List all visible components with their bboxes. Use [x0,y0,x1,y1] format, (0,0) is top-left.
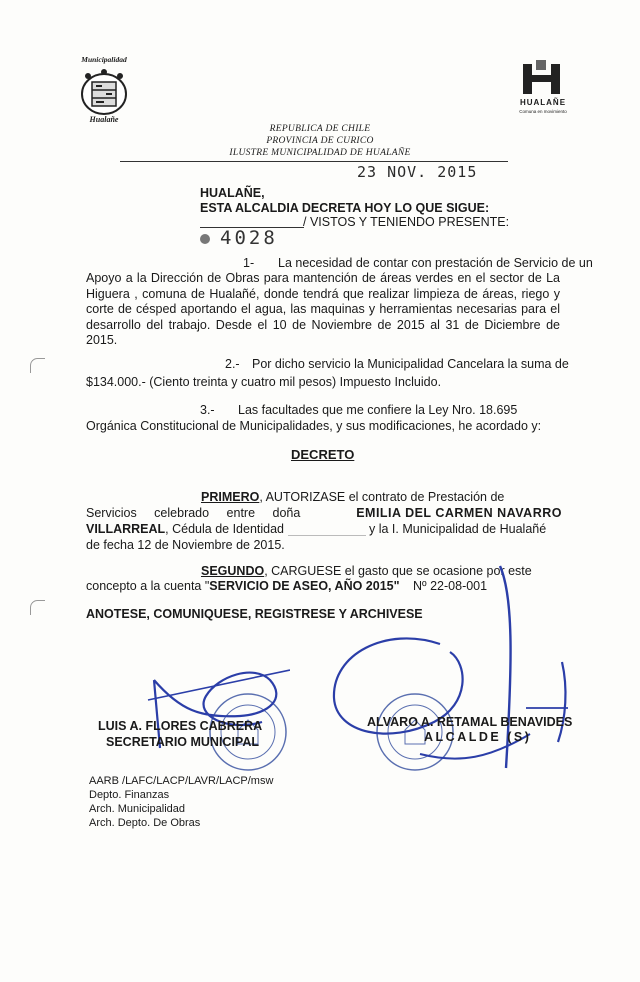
primero-name2: VILLARREAL [86,522,166,536]
intro-vistos: / VISTOS Y TENIENDO PRESENTE: [303,215,510,229]
anotese-line: ANOTESE, COMUNIQUESE, REGISTRESE Y ARCHIVESE [86,607,423,621]
intro-decree-line: ESTA ALCALDIA DECRETA HOY LO QUE SIGUE: [200,201,490,215]
redacted-id [288,523,366,536]
point2-body: $134.000.- (Ciento treinta y cuatro mil pesos) Impuesto Incluido. [86,375,442,389]
punch-hole-mark [30,600,45,615]
crest-top-label: Municipalidad [81,55,127,64]
mayor-signature-icon [300,558,580,788]
point1-number: 1- [243,256,255,270]
footer-dist-archivo: Arch. Municipalidad [89,803,185,815]
point1-body: Apoyo a la Dirección de Obras para mantención de áreas verdes en el sector de La Higuera , comuna de Hualañé, donde tendrá que realizar limpieza de áreas, riego y corte de césped aportando el agua, las maquinas y herramientas necesarias para el desarrollo del trabajo. Desde el 10 de Noviembre de 2015 al 31 de Diciembre de 2015. [86,271,560,347]
crest-bottom-label: Hualañe [89,115,119,124]
segundo-text1: , CARGUESE el gasto que se ocasione por este [264,564,532,578]
primero-line1 [201,490,504,506]
point2-first-line: Por dicho servicio la Municipalidad Cancelara la suma de [252,357,569,371]
segundo-text2a: concepto a la cuenta " [86,579,210,593]
segundo-text2b: " [393,579,400,593]
primero-text1: , AUTORIZASE el contrato de Prestación de [259,490,505,504]
primero-text4: y la I. Municipalidad de Hualañé [368,522,547,536]
point3-first-line: Las facultades que me confiere la Ley Nro. 18.695 [238,403,518,417]
primero-line4: de fecha 12 de Noviembre de 2015. [86,538,285,552]
punch-hole-mark [30,358,45,373]
primero-label: PRIMERO [201,490,260,504]
mayor-name: ALVARO A. RETAMAL BENAVIDES [367,715,573,729]
secretary-name: LUIS A. FLORES CABRERA [98,719,263,733]
number-stamp-icon [200,234,210,244]
date-stamp: 23 NOV. 2015 [357,163,478,181]
segundo-account: SERVICIO DE ASEO, AÑO 2015 [209,579,394,593]
primero-line3 [86,522,546,538]
footer-initials: AARB /LAFC/LACP/LAVR/LACP/msw [89,775,274,787]
header-municipality: ILUSTRE MUNICIPALIDAD DE HUALAÑE [229,148,411,158]
primero-line2 [86,506,562,522]
logo-name: HUALAÑE [519,98,567,107]
footer-dist-obras: Arch. Depto. De Obras [89,817,201,829]
point1-first-line: La necesidad de contar con prestación de Servicio de un [278,256,593,270]
decreto-title: DECRETO [291,447,355,462]
segundo-acct-num: Nº 22-08-001 [413,579,488,593]
secretary-title: SECRETARIO MUNICIPAL [106,735,260,749]
primero-text3: , Cédula de Identidad [165,522,285,536]
header-republic: REPUBLICA DE CHILE [269,124,371,134]
header-rule [120,161,508,162]
mayor-title: ALCALDE (S) [424,730,532,744]
decree-number: 4028 [220,227,278,249]
point3-body: Orgánica Constitucional de Municipalidades, y sus modificaciones, he acordado y: [86,419,542,433]
logo-tagline: Comuna en movimiento [519,109,567,114]
intro-place: HUALAÑE, [200,186,265,200]
header-province: PROVINCIA DE CURICO [266,136,374,146]
footer-dist-finanzas: Depto. Finanzas [89,789,170,801]
primero-text2: Servicios celebrado entre doña [86,506,301,520]
point3-number: 3.- [200,403,215,417]
point2-number: 2.- [225,357,240,371]
segundo-label: SEGUNDO [201,564,265,578]
primero-name1: EMILIA DEL CARMEN NAVARRO [356,506,562,520]
hualane-logo-icon [521,60,565,96]
